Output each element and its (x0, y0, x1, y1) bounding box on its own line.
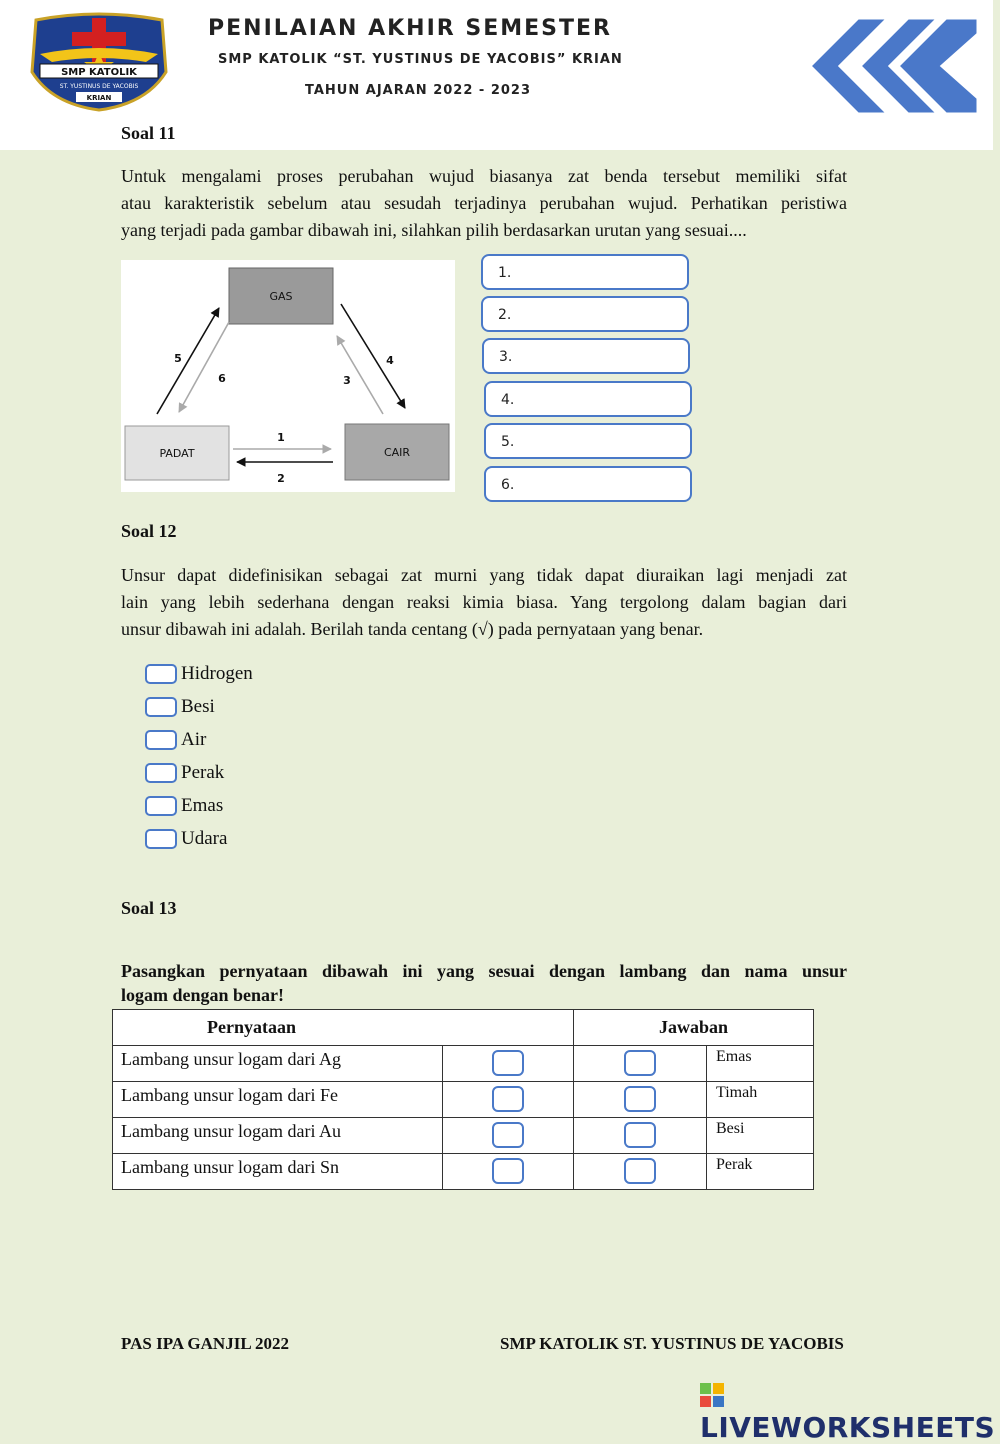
soal-13-text (121, 959, 847, 1007)
footer-right: SMP KATOLIK ST. YUSTINUS DE YACOBIS (500, 1334, 844, 1353)
arrow-2-number: 2 (277, 472, 285, 485)
answer-cell: Timah (707, 1082, 814, 1118)
match-box-right[interactable] (624, 1086, 656, 1112)
checkbox[interactable] (145, 730, 177, 750)
answer-column-header: Jawaban (574, 1010, 814, 1046)
answer-box-4[interactable]: 4. (484, 381, 692, 417)
answer-box-1[interactable]: 1. (481, 254, 689, 290)
liveworksheets-brand (700, 1378, 1000, 1444)
logo-banner-text: SMP KATOLIK (61, 67, 137, 78)
option-label: Hidrogen (181, 663, 253, 684)
arrow-4 (341, 304, 405, 408)
option-label: Udara (181, 828, 228, 849)
soal-12-line: unsur dibawah ini adalah. Berilah tanda centang (√) pada pernyataan yang benar. (121, 619, 704, 639)
statement-cell: Lambang unsur logam dari Sn (113, 1154, 443, 1190)
soal-11-line: yang terjadi pada gambar dibawah ini, silahkan pilih berdasarkan urutan yang sesuai.... (121, 220, 747, 240)
state-change-diagram (121, 260, 455, 492)
answer-box-3[interactable]: 3. (482, 338, 690, 374)
table-row (113, 1118, 814, 1154)
soal-12-line: Unsur dapat didefinisikan sebagai zat murni yang tidak dapat diuraikan lagi menjadi zat (121, 565, 847, 585)
right-match-cell (574, 1118, 707, 1154)
option-label: Besi (181, 696, 215, 717)
answer-cell: Besi (707, 1118, 814, 1154)
answer-box-5[interactable]: 5. (484, 423, 692, 459)
logo-sub-text: ST. YUSTINUS DE YACOBIS (59, 83, 139, 90)
statement-cell: Lambang unsur logam dari Fe (113, 1082, 443, 1118)
school-year: TAHUN AJARAN 2022 - 2023 (305, 83, 532, 98)
soal-11-text (121, 163, 847, 244)
soal-13-line: logam dengan benar! (121, 985, 285, 1005)
answer-cell: Emas (707, 1046, 814, 1082)
liveworksheets-text: LIVEWORKSHEETS (700, 1411, 996, 1444)
checkbox[interactable] (145, 763, 177, 783)
left-match-cell (443, 1082, 574, 1118)
checkbox[interactable] (145, 829, 177, 849)
soal-11-line: Untuk mengalami proses perubahan wujud biasanya zat benda tersebut memiliki sifat (121, 166, 847, 186)
left-match-cell (443, 1118, 574, 1154)
option-label: Emas (181, 795, 224, 816)
statement-cell: Lambang unsur logam dari Au (113, 1118, 443, 1154)
statement-cell: Lambang unsur logam dari Ag (113, 1046, 443, 1082)
table-row (113, 1154, 814, 1190)
checkbox[interactable] (145, 796, 177, 816)
answer-cell: Perak (707, 1154, 814, 1190)
soal-12-label: Soal 12 (121, 521, 177, 541)
footer-left: PAS IPA GANJIL 2022 (121, 1334, 289, 1353)
match-box-left[interactable] (492, 1122, 524, 1148)
right-match-cell (574, 1082, 707, 1118)
soal-11-line: atau karakteristik sebelum atau sesudah terjadinya perubahan wujud. Perhatikan peristiwa (121, 193, 847, 213)
option-label: Air (181, 729, 207, 750)
table-header-row (113, 1010, 814, 1046)
matching-table (112, 1009, 814, 1190)
arrow-4-number: 4 (386, 354, 394, 367)
soal-12-text (121, 562, 847, 643)
answer-box-2[interactable]: 2. (481, 296, 689, 332)
soal-13-line: Pasangkan pernyataan dibawah ini yang sesuai dengan lambang dan nama unsur (121, 961, 847, 981)
checkbox[interactable] (145, 664, 177, 684)
left-match-cell (443, 1046, 574, 1082)
soal-11-label: Soal 11 (121, 123, 176, 143)
table-row (113, 1046, 814, 1082)
statement-column-header: Pernyataan (113, 1010, 574, 1046)
match-box-right[interactable] (624, 1050, 656, 1076)
school-name: SMP KATOLIK “ST. YUSTINUS DE YACOBIS” KRIAN (218, 52, 623, 67)
arrow-3-number: 3 (343, 374, 351, 387)
match-box-left[interactable] (492, 1086, 524, 1112)
gas-label: GAS (269, 290, 293, 303)
liveworksheets-logo-icon (700, 1383, 724, 1407)
answer-box-6[interactable]: 6. (484, 466, 692, 502)
left-match-cell (443, 1154, 574, 1190)
logo-city-text: KRIAN (86, 94, 112, 102)
arrow-5 (157, 308, 219, 414)
checkbox[interactable] (145, 697, 177, 717)
cair-label: CAIR (383, 446, 411, 459)
chevron-decoration-icon (796, 16, 980, 116)
soal-12-line: lain yang lebih sederhana dengan reaksi kimia biasa. Yang tergolong dalam bagian dari (121, 592, 847, 612)
right-match-cell (574, 1154, 707, 1190)
match-box-right[interactable] (624, 1158, 656, 1184)
option-label: Perak (181, 762, 225, 783)
match-box-left[interactable] (492, 1158, 524, 1184)
school-logo (26, 12, 172, 112)
arrow-1-number: 1 (277, 431, 285, 444)
arrow-5-number: 5 (174, 352, 182, 365)
arrow-6 (179, 322, 229, 412)
padat-label: PADAT (159, 447, 195, 460)
table-row (113, 1082, 814, 1118)
soal-13-label: Soal 13 (121, 898, 177, 918)
match-box-right[interactable] (624, 1122, 656, 1148)
match-box-left[interactable] (492, 1050, 524, 1076)
right-match-cell (574, 1046, 707, 1082)
exam-title: PENILAIAN AKHIR SEMESTER (208, 16, 612, 41)
arrow-6-number: 6 (218, 372, 226, 385)
